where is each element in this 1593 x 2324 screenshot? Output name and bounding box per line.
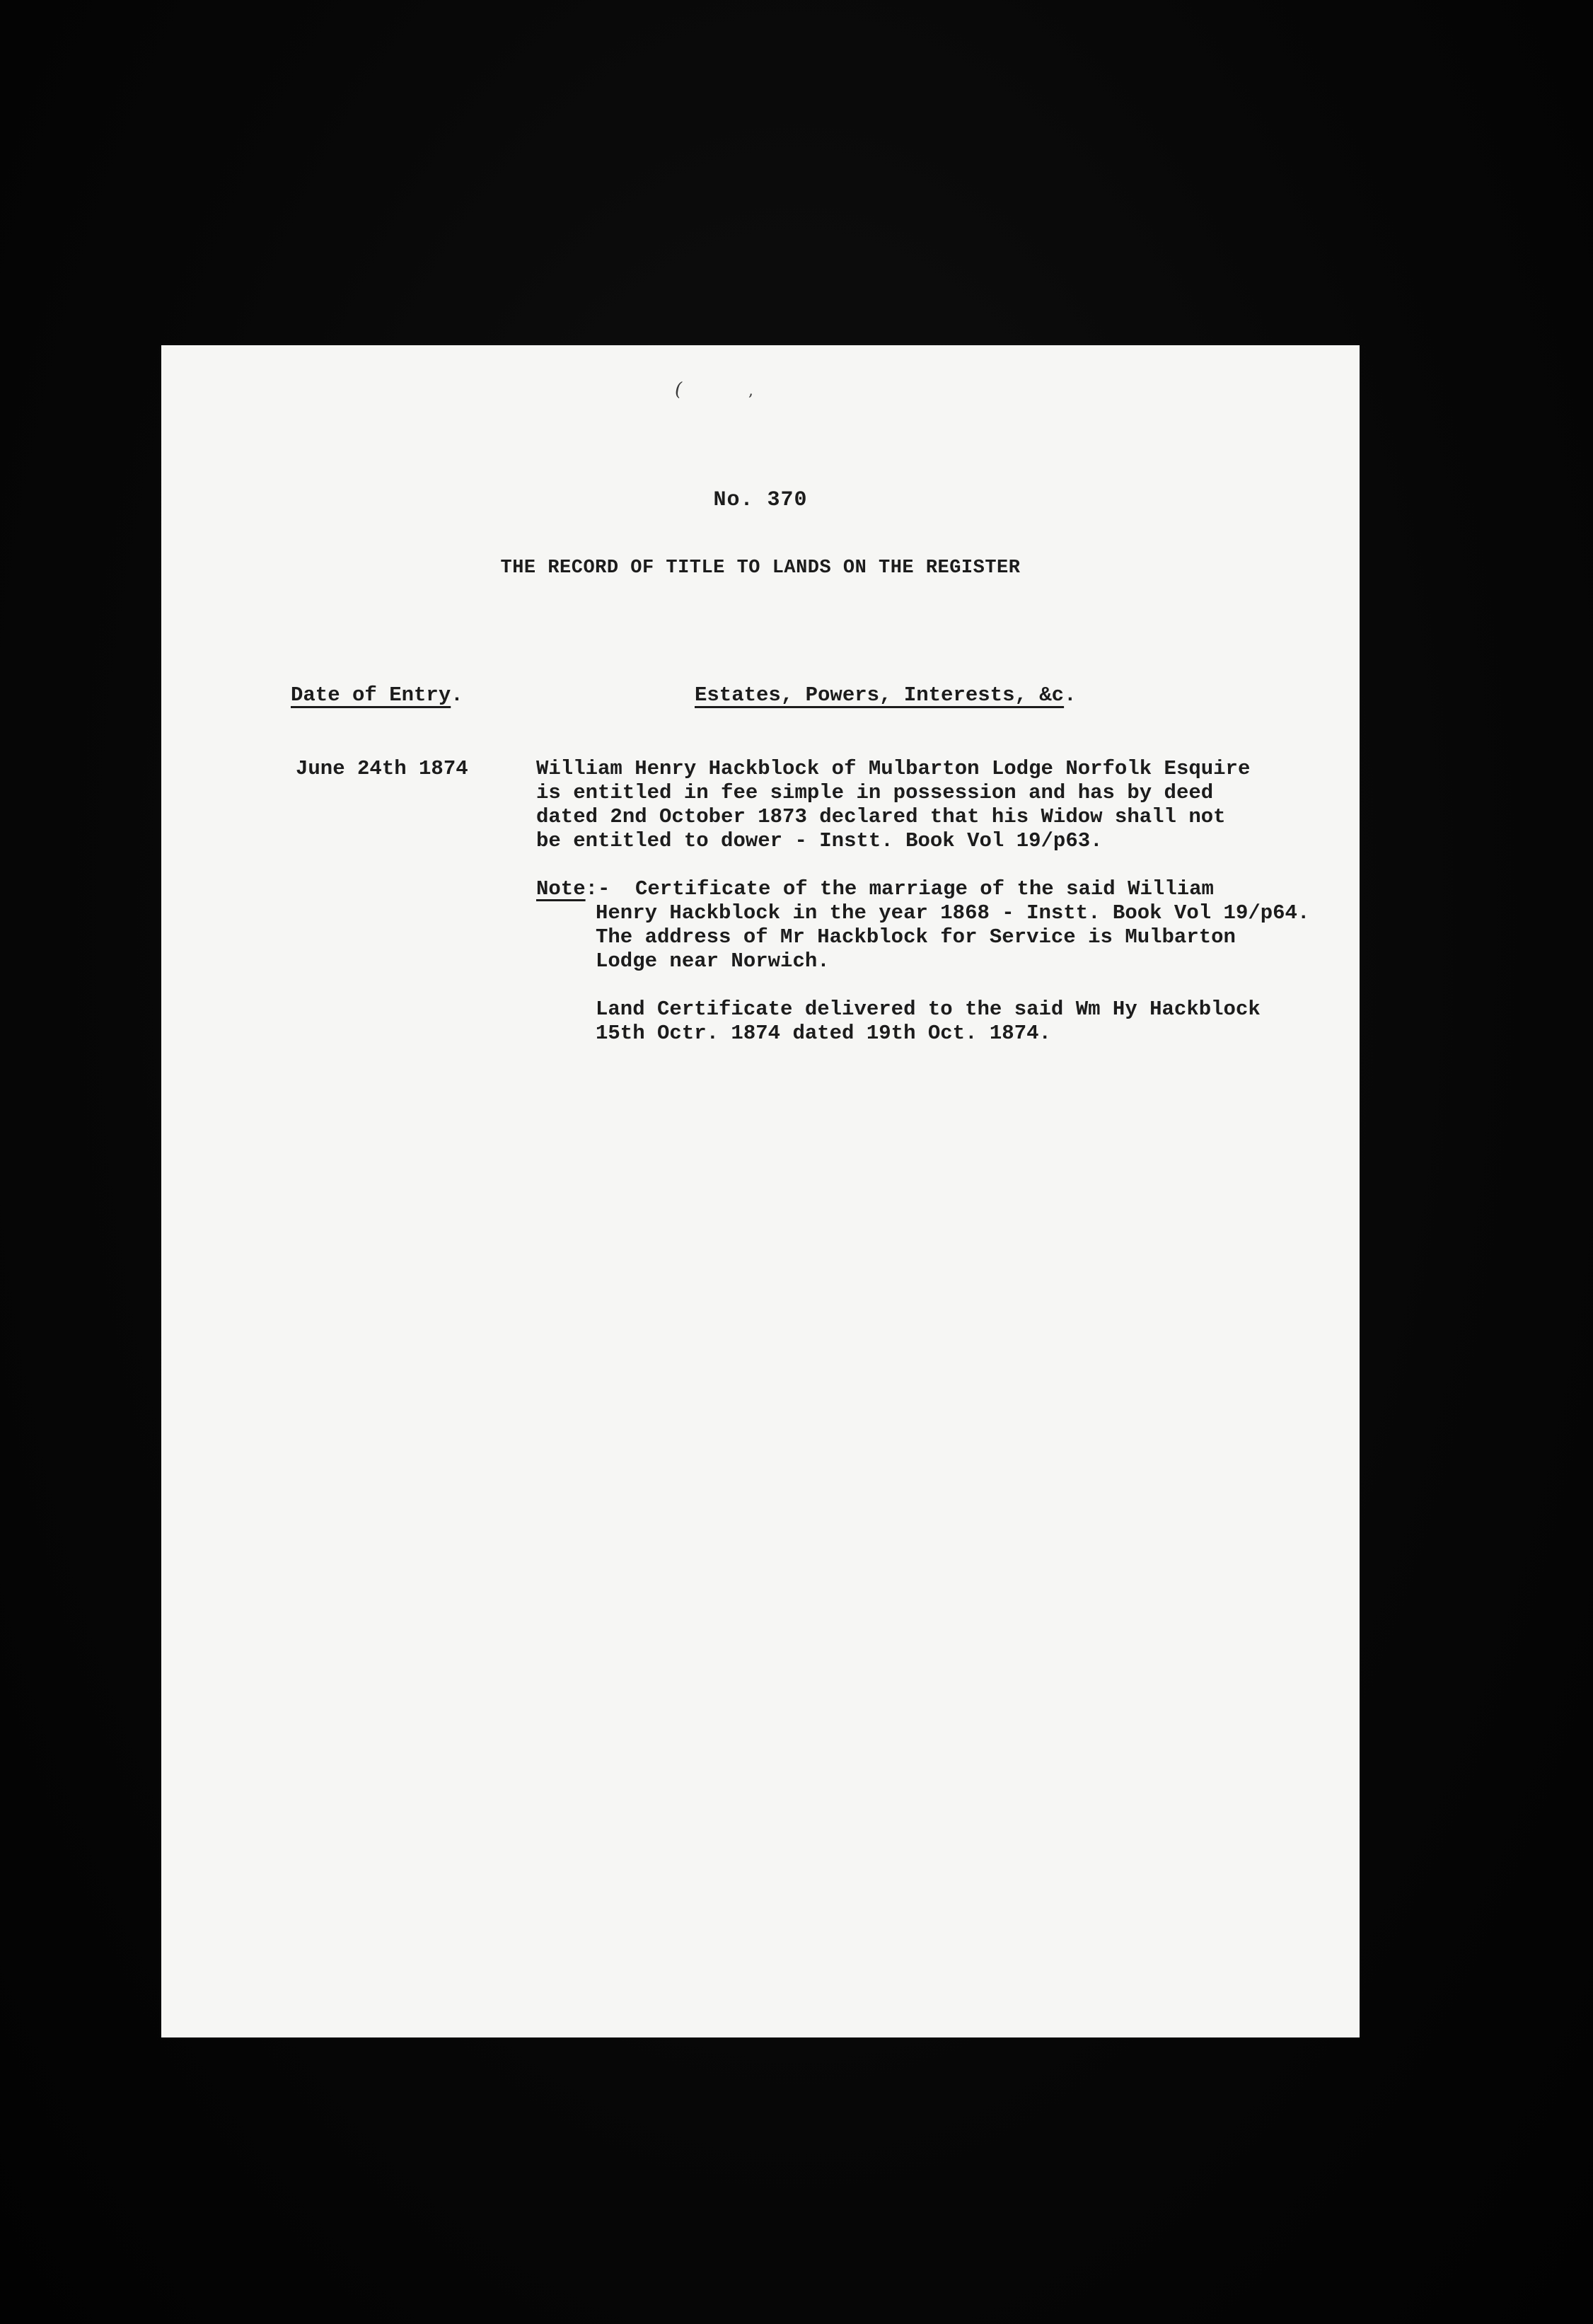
estates-header [695,683,1077,707]
entry-body [536,757,1343,1046]
note-line: Henry Hackblock in the year 1868 - Instt. Book Vol 19/p64. [596,901,1310,925]
stray-mark: , [748,382,753,400]
note-label-text: Note [536,877,586,901]
stray-mark: ( [675,379,683,400]
certificate-line: 15th Octr. 1874 dated 19th Oct. 1874. [596,1022,1051,1045]
note-line: Certificate of the marriage of the said William [635,877,1214,901]
paragraph-line: dated 2nd October 1873 declared that his Widow shall not [536,805,1226,828]
paragraph-line: William Henry Hackblock of Mulbarton Lodge Norfolk Esquire [536,757,1251,780]
date-of-entry-header-period: . [451,683,463,707]
paragraph-line: is entitled in fee simple in possession and has by deed [536,781,1214,804]
date-of-entry-header [291,683,463,707]
title-paragraph [536,757,1343,853]
document-page [161,345,1360,2037]
estates-header-text: Estates, Powers, Interests, &c [695,683,1065,707]
note-line: The address of Mr Hackblock for Service is Mulbarton [596,925,1236,949]
certificate-block [536,998,1343,1046]
note-block [536,877,1343,973]
entry-date: June 24th 1874 [296,757,468,780]
note-label [536,877,610,901]
register-number: No. 370 [713,488,808,512]
date-of-entry-header-text: Date of Entry [291,683,451,707]
paragraph-line: be entitled to dower - Instt. Book Vol 19/p63. [536,829,1103,852]
certificate-line: Land Certificate delivered to the said Wm Hy Hackblock [596,998,1261,1021]
document-title: THE RECORD OF TITLE TO LANDS ON THE REGISTER [500,557,1021,579]
note-line: Lodge near Norwich. [596,949,830,973]
estates-header-period: . [1064,683,1077,707]
note-label-punct: :- [585,877,610,901]
